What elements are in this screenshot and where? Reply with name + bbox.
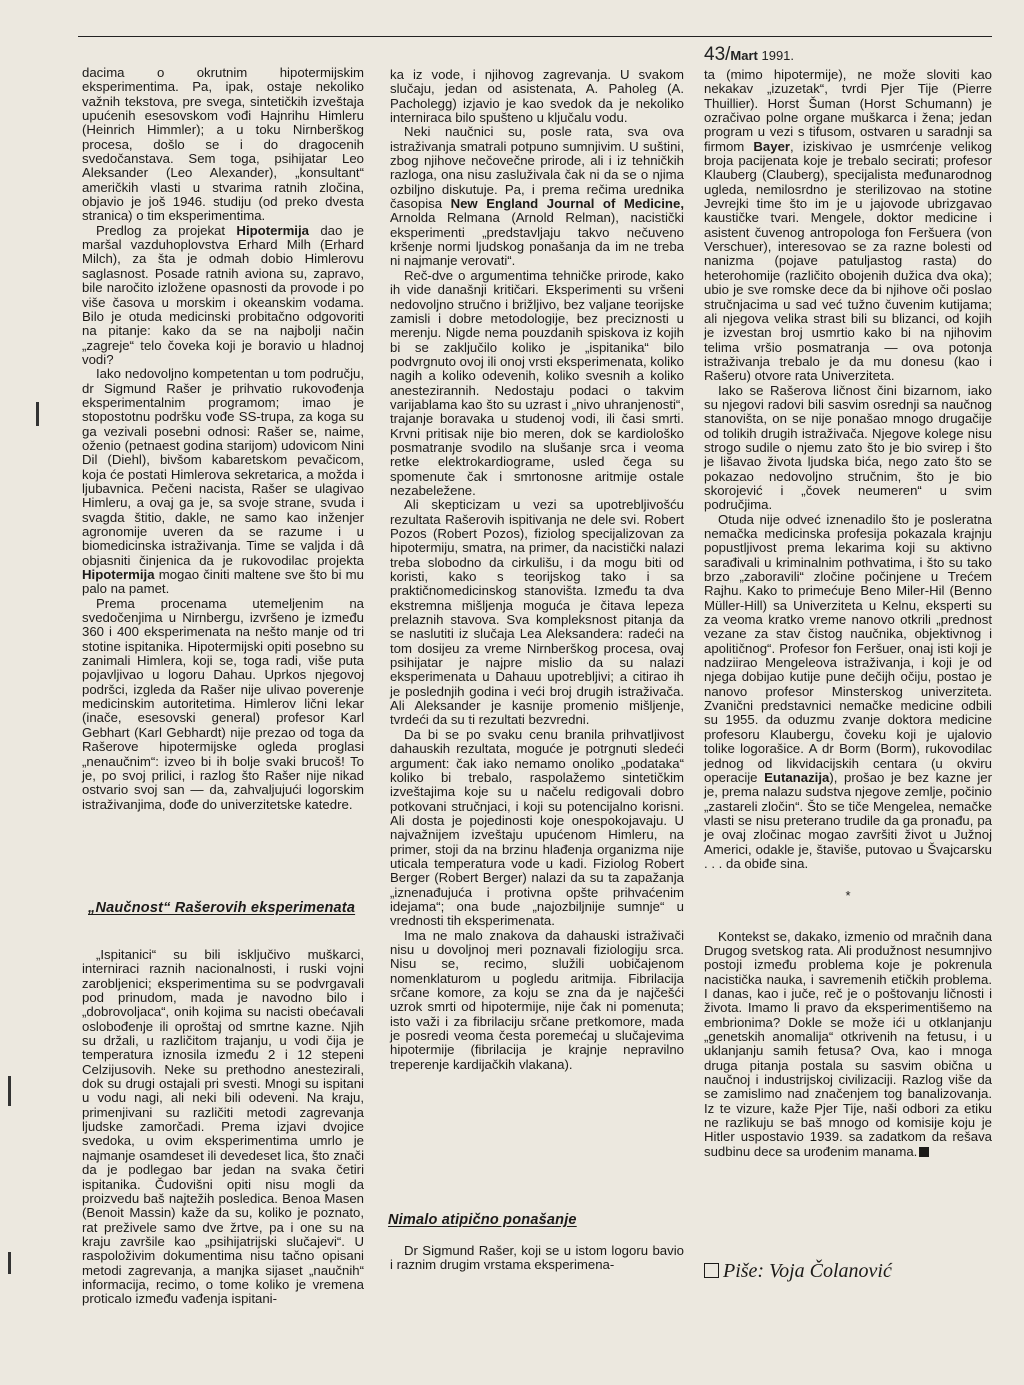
byline: [704, 1260, 892, 1283]
paragraph: dacima o okrutnim hipotermijskim eksperimentima. Pa, ipak, ostaje nekoliko važnih tekstova, pre svega, sintetičkih izveštaja upućenih esesovskom vođi Hajnrihu Himleru (Heinrich Himmler); a u toku Nirnberškog procesa, došlo se i do dragocenih svedočanstava. Sem toga, psihijatar Leo Aleksander (Leo Alexander), „konsultant“ američkih vlasti u stvarima ratnih zločina, objavio je još 1946. studiju (od preko dvesta stranica) o tim eksperimentima.: [82, 65, 364, 224]
paragraph: [390, 125, 684, 268]
paragraph: Reč-dve o argumentima tehničke prirode, kako ih vide današnji kritičari. Eksperimenti su vršeni nedovoljno stručno i brižljivo, bez valjane teorijske zamisli i dobre metodologije, bez preciznosti u merenju. Nigde nema pouzdanih spiskova iz kojih bi se zaključilo koliko je „ispitanika“ bilo podvrgnuto ovoj ili onoj vrsti eksperimenata, koliko nagih a koliko odevenih, koliko svesnih a koliko anestezirannih. Nedostaju podaci o takvim varijablama kao što su uzrast i „nivo uhranjenosti“, trajanje boravaka u studenoj vodi, ili časi smrti. Krvni pritisak nije bio meren, dok se kardiološko posmatranje svodilo na slušanje srca i veoma retke elektrokardiograme, usled čega su spomenute čak i smrtonosne aritmije ostale nezabeležene.: [390, 267, 684, 498]
margin-mark: [8, 1076, 11, 1106]
paragraph: [704, 930, 992, 1160]
text-run: Kontekst se, dakako, izmenio od mračnih dana Drugog svetskog rata. Ali produžnost nesumnjivo postoji između problema koje je pokrenula nacistička nauka, i savremenih etičkih problema. I danas, kao i juče, reč je o poštovanju ličnosti i života. Imamo li pravo da eksperimentišemo na embrionima? Dokle se može ići u otklanjanju „genetskih anomalija“ otkrivenih na fetusu, i u uklanjanju samih fetusa? Ova, kao i mnoga druga pitanja postala su sasvim obična u naučnoj i industrijskoj civilizaciji. Razlog više da se zamislimo nad značenjem tog banalizovanja. Iz te vizure, kaže Pjer Tije, naši odbori za etiku ne razlikuju se baš mnogo od komisije koju je Hitler uspostavio 1939. sa zadatkom da rešava sudbinu dece sa urođenim manama.: [704, 928, 992, 1159]
top-rule: [78, 36, 992, 37]
column-3: [704, 68, 992, 1159]
paragraph: „Ispitanici“ su bili isključivo muškarci, interniraci raznih nacionalnosti, i ruski vojni zarobljenici; eksperimentima su se podvrgavali pod prinudom, mada je navodno bilo i „dobrovoljaca“, onih kojima su nacisti obećavali oslobođenje ili oproštaj od smrtne kazne. Njih su držali, u različitom trajanju, u vodi čija je temperatura iznosila između 2 i 12 stepeni Celzijusovih. Neke su prethodno anestezirali, dok su drugi ostajali pri svesti. Mnogi su ispitani u vodu nagi, ali neki bili odeveni. Na kraju, primenjivani su različiti metodi zagrevanja ljudske zamorčadi. Prema izjavi dvojice svedoka, u ovim eksperimentima umrlo je najmanje osamdeset ili devedeset lica, što znači da je podlegao bar jedan na svaka četiri ispitanika. Čudovišni opiti nisu mogli da proizvedu baš najtežih posledica. Benoa Masen (Benoit Massin) kaže da su, koliko je poznato, rat preživele samo dve žrtve, pa i one su na kraju završile kao „psihijatrijski slučajevi“. U raspoloživim dokumentima nisu tačno opisani metodi zagrevanja, a manjka sijaset „naučnih“ informacija, recimo, o tome koliko je vremena proticalo između vađenja ispitani-: [82, 947, 364, 1307]
bold-term: Hipotermija: [236, 222, 309, 238]
issue-year: 1991.: [757, 48, 795, 63]
text-run: ta (mimo hipotermije), ne može sloviti kao nekakav „izuzetak“, tvrdi Pjer Tije (Pierre Thuillier). Horst Šuman (Horst Schumann) je ozračivao polne organe muškarca i žena; jedan program u vezi s tifusom, ostvaren u saradnji sa firmom: [704, 67, 992, 154]
paragraph: Prema procenama utemeljenim na svedočenjima u Nirnbergu, izvršeno je između 360 i 400 eksperimenata na nešto manje od tri stotine ispitanika. Hipotermijski opiti posebno su zanimali Himlera, koji se, toga radi, više puta pojavljivao u logoru Dahau. Uprkos njegovoj podršci, izgleda da Rašer nije ulivao poverenje medicinskim autoritetima. Himlerov lični lekar (inače, esesovski general) profesor Karl Gebhart (Karl Gebhardt) nije prezao od toga da Rašerove hipotermijske ogleda proglasi „nenaučnim“: izveo bi ih bolje svaki brucoš! To je, po svoj prilici, i razlog što Rašer nije nikad ostvario svoj san — da, zahvaljujući logorskim istraživanjima, dođe do univerzitetske katedre.: [82, 595, 364, 812]
column-1: [82, 66, 364, 812]
paragraph: Ali skepticizam u vezi sa upotrebljivošću rezultata Rašerovih ispitivanja ne dele svi. Robert Pozos (Robert Pozos), fiziolog specijalizovan za hipotermiju, smatra, na primer, da nacistički nalazi treba slobodno da cirkulišu, i da mogu biti od koristi, kako s teorijskog tako i sa praktičnomedicinskog stanovišta. Između ta dva ekstremna mišljenja moguća je čitava lepeza prelaznih stavova. Sva kompleksnost pitanja da se naslutiti iz slučaja Lea Aleksandera: radeći na tom dosijeu za vreme Nirnberškog procesa, ovaj psihijatar je najpre mislio da su nalazi eksperimenata u Dahauu upotrebljivi; a citirao ih je poslednjih godina i veći broj drugih istraživača. Ali Aleksander je kasnije promenio mišljenje, tvrdeći da su ti rezultati bezvredni.: [390, 497, 684, 728]
byline-text: Piše: Voja Čolanović: [723, 1260, 892, 1282]
text-run: Otuda nije odveć iznenadilo što je posleratna nemačka medicinska profesija pokazala krajnju popustljivost prema lekarima koji su aktivno sarađivali u kriminalnim pothvatima, i što su tako brzo „zaboravili“ zločine počinjene u Trećem Rajhu. Kako to primećuje Beno Miler-Hil (Benno Müller-Hill) sa Univerziteta u Kelnu, eksperti su za veoma kratko vreme nanovo otkrili „prednost vezane za stav čistog naučnika, objektivnog i apolitičnog“. Profesor fon Feršuer, onaj isti koji je nadziirao Mengeleova istraživanja, i koji je od njega dobijao kutije pune dečijh očiju, postao je nanovo profesor Minsterskog univerziteta. Zvanični predstavnici nemačke medicine odbili su 1955. da oduzmu zvanje doktora medicine profesoru Klaubergu, čoveku koji je ujalovio tolike logorašice. A dr Borm (Borm), rukovodilac jednog od likvidacijskih centara (u okviru operacije: [704, 511, 992, 785]
bold-term: Bayer: [753, 138, 791, 154]
paragraph: Iako se Rašerova ličnost čini bizarnom, iako su njegovi radovi bili sasvim osrednji sa naučnog stanovišta, on se nije ponašao mnogo drugačije od tolikih drugih istraživača. Njegove kolege nisu strogo sudile o njemu zato što je bio svirep i što je lišavao života ljudska bića, nego zato što se pokazao nedovoljno stručnim, što je bio skorojević i „čovek neumeren“ u svim područjima.: [704, 382, 992, 513]
paragraph: [704, 513, 992, 872]
text-run: , iziskivao je usmrćenje velikog broja pacijenata koje je trebalo secirati; profesor Klauberg (Clauberg), specijalista međunarodnog ugleda, nemilosrdno je sterilizovao na stotine Jevrejki time što im je u jajovode ubrizgavao kaustičke tvari. Mengele, doktor medicine i asistent čuvenog antropologa fon Feršuera (von Verschuer), interesovao se za razne bolesti od nanizma (pojave patuljastog rasta) do heterohomije (različito obojenih dužica dva oka); ubio je sve romske dece da bi njihove oči poslao stručnjacima u sad već tužno čuvenim kutijama; ali njegova velika strast bili su blizanci, od kojih je izvestan broj usmrtio kako bi na njihovim telima vršio posmatranja — ova potonja istraživanja trebalo je da mu donesu (kao i Rašeru) otvore rata Univerziteta.: [704, 138, 992, 384]
text-run: Predlog za projekat: [96, 222, 237, 238]
text-run: ), prošao je bez kazne jer je, prema nalazu sudstva njegove zemlje, počinio „zastareli zločin“. Što se tiče Mengelea, nemačke vlasti se nisu preterano trudile da ga pronađu, pa je ovaj zločinac mogao završiti život u Južnoj Americi, odakle je, štaviše, putovao u Švajcarsku . . . da obiđe sina.: [704, 769, 992, 871]
end-mark-icon: [919, 1147, 929, 1157]
text-run: mogao činiti maltene sve što bi mu palo na pamet.: [82, 567, 364, 597]
section-separator: *: [845, 888, 851, 904]
text-run: Arnolda Relmana (Arnold Relman), nacistički eksperimenti „predstavljaju takvo nečuveno kršenje normi ljudskog ponašanja da im ne treba ni najmanje verovati“.: [390, 210, 684, 269]
paragraph: ka iz vode, i njihovog zagrevanja. U svakom slučaju, jedan od asistenata, A. Paholeg (A. Pacholegg) izjavio je kao svedok da je nekoliko interniraca bilo spušteno u ključalu vodu.: [390, 67, 684, 126]
column-2-continued: [390, 1244, 684, 1273]
column-2: [390, 68, 684, 1072]
paragraph: Da bi se po svaku cenu branila prihvatljivost dahauskih rezultata, moguće je potrgnuti sledeći argument: čak iako nemamo onoliko „podataka“ koliko bi trebalo, raspolažemo sintetičkim izveštajima koje su u načelu redigovali dobro potkovani stručnjaci, i koji su potencijalno korisni. Ali dosta je pojedinosti koje onespokojavaju. U najvažnijem izveštaju upućenom Himleru, na primer, stoji da na brzinu hlađenja organizma nije uticala temperatura vode u kadi. Fiziolog Robert Berger (Robert Berger) nalazi da su ta zapažanja „iznenađujuća i protivna opšte prihvaćenim idejama“; ona bude „najozbiljnije sumnje“ u vrednosti tih eksperimenata.: [390, 726, 684, 929]
paragraph: [82, 224, 364, 367]
margin-mark: [36, 402, 39, 426]
page-number-value: 43/: [704, 44, 731, 65]
bold-term: New England Journal of Medicine,: [450, 196, 684, 212]
bold-term: Hipotermija: [82, 567, 155, 583]
text-run: Iako nedovoljno kompetentan u tom području, dr Sigmund Rašer je prihvatio rukovođenja eksperimentalnim programom; imao je stopostotnu podršku vođe SS-trupa, za koga su ga vezivali posebni odnosi: Rašer se, naime, oženio (petnaest godina starijom) udovicom Nini Dil (Diehl), bivšom kabaretskom pevačicom, koja će postati Himlerova sekretarica, a možda i ljubavnica. Pečeni nacista, Rašer se ulagivao Himleru, a ovaj ga je, sa svoje strane, svuda i svagda štitio, dakle, ne samo kao inženjer agronomije uveren da se razume i u biomedicinska istraživanja. Time se valjda i dâ objasniti činjenica da je rukovodilac projekta: [82, 366, 364, 568]
subheading-nimalo: Nimalo atipično ponašanje: [388, 1212, 577, 1228]
text-run: Neki naučnici su, posle rata, sva ova istraživanja smatrali potpuno sumnjivim. U suštini, zbog njihove nečovečne prirode, ali i iz tehničkih razloga, ona nisu zasluživala čak ni da se o njima ozbiljno diskutuje. Pa, i prema rečima urednika časopisa: [390, 124, 684, 212]
column-1-continued: [82, 948, 364, 1307]
text-run: dao je maršal vazduhoplovstva Erhard Milh (Erhard Milch), za šta je odmah dobio Himlerovu saglasnost. Posade ratnih aviona su, zapravo, bile naročito izložene opasnosti da provode i po više časova u morskim i okeanskim vodama. Bilo je otuda medicinski probitačno odgovoriti na pitanje: kako da se na najbolji način „zagreje“ telo čoveka koji je boravio u hladnoj vodi?: [82, 222, 364, 367]
page-number: [704, 44, 794, 66]
paragraph: Dr Sigmund Rašer, koji se u istom logoru bavio i raznim drugim vrstama eksperimena-: [390, 1243, 684, 1273]
issue-month: Mart: [730, 48, 758, 63]
paragraph: Ima ne malo znakova da dahauski istraživači nisu u dovoljnoj meri poznavali fiziologiju srca. Nisu se, recimo, služili uobičajenom nomenklaturom u pogledu aritmija. Fibrilacija srčane komore, za koju se zna da je najčešći uzrok smrti od hipotermije, nije čak ni pomenuta; isto važi i za fibrilaciju srčane pretkomore, mada je posredi veoma česta poremećaj u slučajevima hipotermije (fibrilacija je krajnje nepravilno treperenje kardijačkih vlakana).: [390, 927, 684, 1072]
margin-mark: [8, 1252, 11, 1274]
byline-box-icon: [704, 1263, 719, 1278]
bold-term: Eutanazija: [764, 769, 830, 785]
subheading-naucnost: „Naučnost“ Rašerovih eksperimenata: [88, 900, 356, 916]
paragraph: [704, 68, 992, 384]
paragraph: [82, 367, 364, 597]
